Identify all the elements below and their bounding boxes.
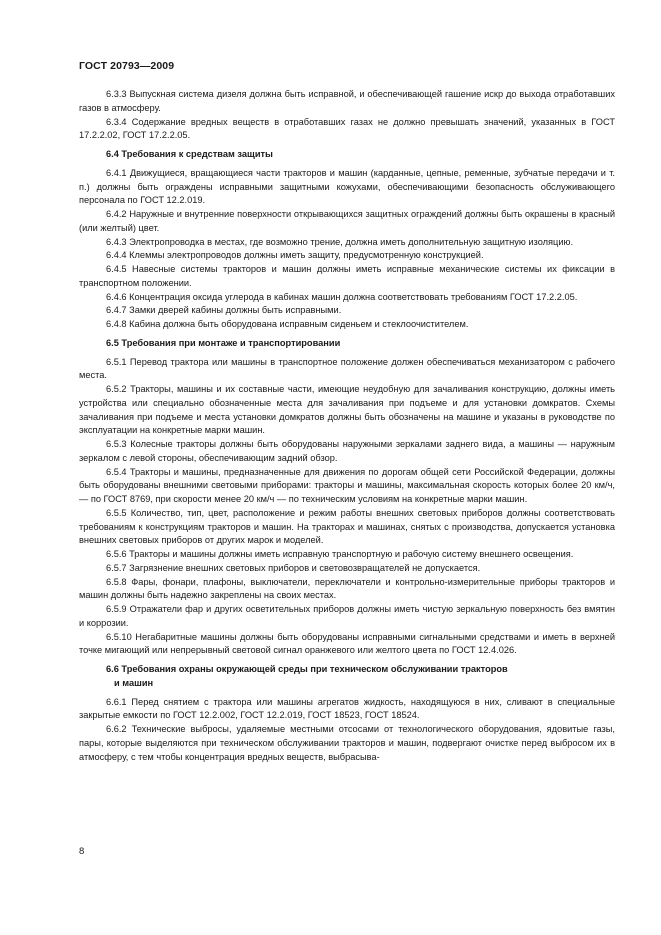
clause-6-5-8: 6.5.8 Фары, фонари, плафоны, выключатели, переключатели и контрольно-измерительные приборы тракторов и машин должны быть надежно закреплены на своих местах.: [79, 576, 615, 601]
clause-6-3-3: 6.3.3 Выпускная система дизеля должна быть исправной, и обеспечивающей гашение искр до выхода отработавших газов в атмосферу.: [79, 89, 615, 113]
clause-6-4-1: 6.4.1 Движущиеся, вращающиеся части тракторов и машин (карданные, цепные, ременные, зубчатые передачи и т. п.) должны быть ограждены исправными защитными кожухами, обеспечивающими безопасность обслуживающего персонала по ГОСТ 12.2.019.: [79, 167, 615, 206]
section-heading-6-5: 6.5 Требования при монтаже и транспортировании: [106, 337, 341, 348]
page-number: 8: [79, 846, 85, 857]
clause-6-4-4: 6.4.4 Клеммы электропроводов должны иметь защиту, предусмотренную конструкцией.: [106, 250, 484, 261]
section-heading-6-6-line2: и машин: [114, 677, 154, 688]
clause-6-4-7: 6.4.7 Замки дверей кабины должны быть исправными.: [106, 305, 342, 316]
clause-6-4-6: 6.4.6 Концентрация оксида углерода в кабинах машин должна соответствовать требованиям ГОСТ 17.2.2.05.: [106, 291, 578, 302]
clause-6-5-1: 6.5.1 Перевод трактора или машины в транспортное положение должен обеспечиваться механизатором с рабочего места.: [79, 356, 615, 381]
section-heading-6-6-line1: 6.6 Требования охраны окружающей среды при техническом обслуживании тракторов: [106, 664, 508, 674]
clause-6-5-2: 6.5.2 Тракторы, машины и их составные части, имеющие неудобную для зачаливания конструкцию, должны иметь устройства или специально обозначенные места для зачаливания при подъеме и для установки домкратов. Схемы зачаливания при подъеме и места установки домкратов должны быть обозначены на машине и указаны в руководстве по эксплуатации на конкретные марки машин.: [79, 384, 615, 436]
clause-6-4-3: 6.4.3 Электропроводка в местах, где возможно трение, должна иметь дополнительную защитную изоляцию.: [106, 236, 574, 247]
document-body: [79, 88, 615, 764]
clause-6-5-7: 6.5.7 Загрязнение внешних световых приборов и световозвращателей не допускается.: [106, 562, 481, 573]
clause-6-5-6: 6.5.6 Тракторы и машины должны иметь исправную транспортную и рабочую систему внешнего освещения.: [106, 549, 574, 559]
clause-6-4-5: 6.4.5 Навесные системы тракторов и машин должны иметь исправные механические системы их фиксации в транспортном положении.: [79, 264, 615, 288]
clause-6-4-8: 6.4.8 Кабина должна быть оборудована исправным сиденьем и стеклоочистителем.: [106, 319, 469, 329]
document-header: ГОСТ 20793—2009: [79, 60, 175, 72]
clause-6-5-10: 6.5.10 Негабаритные машины должны быть оборудованы исправными сигнальными средствами и иметь в верхней точке мигающий или непрерывный световой сигнал оранжевого или желтого цвета по ГОСТ 12.4.026.: [79, 631, 615, 656]
clause-6-5-9: 6.5.9 Отражатели фар и других осветительных приборов должны иметь чистую зеркальную поверхность без вмятин и коррозии.: [79, 604, 615, 628]
clause-6-5-4: 6.5.4 Тракторы и машины, предназначенные для движения по дорогам общей сети Российской Федерации, должны быть оборудованы внешними световыми приборами: тракторы и машины, максимальная скорость которых более 20 км/ч, — по ГОСТ 8769, при скорости менее 20 км/ч — по техническим условиям на конкретные марки машин.: [79, 466, 615, 504]
clause-6-5-5: 6.5.5 Количество, тип, цвет, расположение и режим работы внешних световых приборов должны соответствовать требованиям к конструкциям тракторов и машин. На тракторах и машинах, снятых с производства, допускается установка внешних световых приборов от других марок и моделей.: [79, 507, 615, 546]
clause-6-6-2: 6.6.2 Технические выбросы, удаляемые местными отсосами от технологического оборудования, ядовитые газы, пары, которые выделяются при техническом обслуживании тракторов и машин, подвергают очистке перед выбросом их в атмосферу, с тем чтобы концентрация вредных веществ, выбрасыва-: [79, 724, 615, 762]
section-heading-6-4: 6.4 Требования к средствам защиты: [106, 149, 273, 159]
clause-6-4-2: 6.4.2 Наружные и внутренние поверхности открывающихся защитных ограждений должны быть окрашены в красный (или желтый) цвет.: [79, 209, 615, 233]
clause-6-3-4: 6.3.4 Содержание вредных веществ в отработавших газах не должно превышать значений, указанных в ГОСТ 17.2.2.02, ГОСТ 17.2.2.05.: [79, 116, 615, 141]
section-heading-6-6: [79, 663, 615, 691]
clause-6-6-1: 6.6.1 Перед снятием с трактора или машины агрегатов жидкость, находящуюся в них, сливают в специальные закрытые емкости по ГОСТ 12.2.002, ГОСТ 12.2.019, ГОСТ 18523, ГОСТ 18524.: [79, 696, 615, 721]
clause-6-5-3: 6.5.3 Колесные тракторы должны быть оборудованы наружными зеркалами заднего вида, а машины — наружным зеркалом с левой стороны, обеспечивающим задний обзор.: [79, 439, 615, 463]
